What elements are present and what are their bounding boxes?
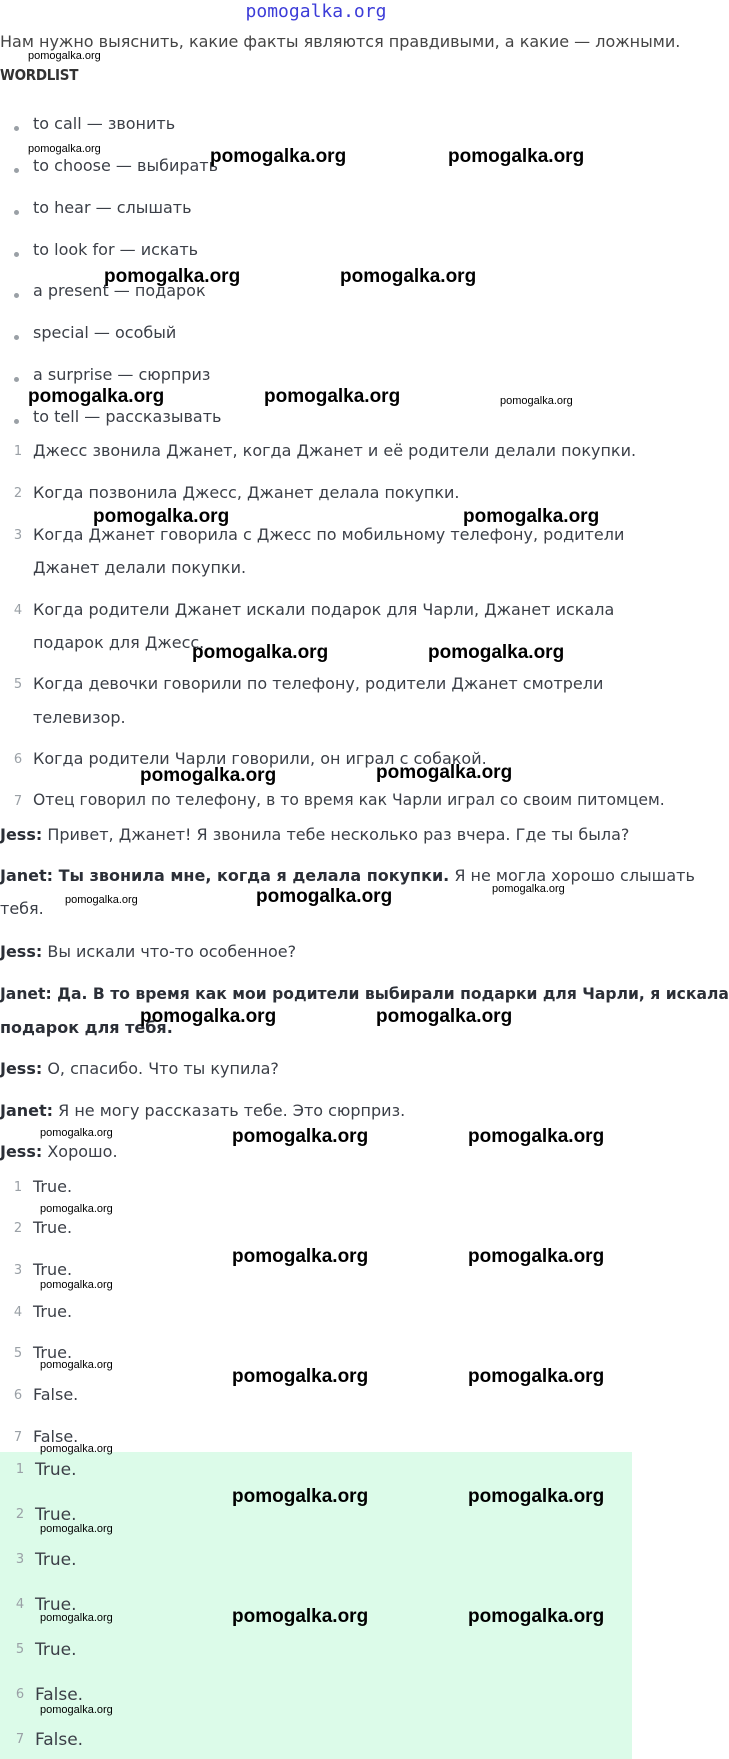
watermark: pomogalka.org	[192, 642, 329, 663]
watermark: pomogalka.org	[40, 1359, 113, 1371]
answer-number: 2	[13, 1221, 23, 1236]
wordlist-title: WORDLIST	[0, 66, 79, 84]
watermark: pomogalka.org	[264, 386, 401, 407]
dialogue-text: Я не могла хорошо слышать	[449, 866, 695, 885]
watermark: pomogalka.org	[232, 1486, 369, 1507]
answer-number: 1	[13, 1180, 23, 1195]
watermark: pomogalka.org	[28, 50, 101, 62]
answer-value: False.	[35, 1685, 84, 1705]
watermark: pomogalka.org	[232, 1126, 369, 1147]
answer-number: 6	[13, 1388, 23, 1403]
bullet-icon	[14, 126, 19, 131]
answer-number: 3	[15, 1552, 25, 1567]
answer-number: 3	[13, 1263, 23, 1278]
wordlist-item: to call — звонить	[33, 114, 176, 133]
watermark: pomogalka.org	[468, 1246, 605, 1267]
answer-value: True.	[35, 1460, 77, 1480]
watermark: pomogalka.org	[40, 1523, 113, 1535]
answer-number: 7	[13, 1430, 23, 1445]
answer-value: True.	[35, 1640, 77, 1660]
answer-value: True.	[35, 1505, 77, 1525]
dialogue-text: Хорошо.	[42, 1142, 118, 1161]
watermark: pomogalka.org	[428, 642, 565, 663]
bullet-icon	[14, 210, 19, 215]
statement-number: 5	[13, 677, 23, 692]
speaker-jess: Jess:	[0, 1059, 43, 1078]
answer-number: 4	[13, 1305, 23, 1320]
watermark: pomogalka.org	[463, 506, 600, 527]
watermark: pomogalka.org	[28, 143, 101, 155]
statement-number: 3	[13, 528, 23, 543]
statement-text: Отец говорил по телефону, в то время как Чарли играл со своим питомцем.	[33, 791, 665, 809]
dialogue-line-janet-bold: Janet: Да. В то время как мои родители выбирали подарки для Чарли, я искала	[0, 985, 729, 1003]
answer-number: 6	[15, 1687, 25, 1702]
watermark: pomogalka.org	[340, 266, 477, 287]
watermark: pomogalka.org	[40, 1203, 113, 1215]
dialogue-line-janet	[0, 1101, 405, 1120]
wordlist-item: special — особый	[33, 323, 177, 342]
watermark: pomogalka.org	[468, 1486, 605, 1507]
speaker-jess: Jess:	[0, 942, 43, 961]
site-header[interactable]: pomogalka.org	[245, 1, 387, 22]
speaker-jess: Jess:	[0, 825, 43, 844]
answer-value: True.	[33, 1218, 73, 1237]
wordlist-item: a surprise — сюрприз	[33, 365, 211, 384]
watermark: pomogalka.org	[376, 1006, 513, 1027]
wordlist-item: to tell — рассказывать	[33, 407, 222, 426]
dialogue-text: Я не могу рассказать тебе. Это сюрприз.	[53, 1101, 406, 1120]
answer-number: 5	[15, 1642, 25, 1657]
watermark: pomogalka.org	[40, 1704, 113, 1716]
watermark: pomogalka.org	[40, 1612, 113, 1624]
wordlist-item: to choose — выбирать	[33, 156, 219, 175]
answer-number: 7	[15, 1732, 25, 1747]
answer-value: False.	[33, 1385, 79, 1404]
answer-number: 2	[15, 1507, 25, 1522]
answer-value: False.	[35, 1730, 84, 1750]
wordlist-item: to hear — слышать	[33, 198, 192, 217]
wordlist-item: a present — подарок	[33, 281, 206, 300]
speaker-jess: Jess:	[0, 1142, 43, 1161]
bullet-icon	[14, 419, 19, 424]
watermark: pomogalka.org	[40, 1443, 113, 1455]
statement-text: Когда Джанет говорила с Джесс по мобильному телефону, родители	[33, 525, 625, 544]
wordlist-item: to look for — искать	[33, 240, 199, 259]
watermark: pomogalka.org	[93, 506, 230, 527]
bullet-icon	[14, 293, 19, 298]
watermark: pomogalka.org	[468, 1126, 605, 1147]
statement-text: Когда девочки говорили по телефону, родители Джанет смотрели	[33, 674, 604, 693]
watermark: pomogalka.org	[232, 1606, 369, 1627]
statement-text: подарок для Джесс.	[33, 633, 205, 652]
watermark: pomogalka.org	[468, 1366, 605, 1387]
watermark: pomogalka.org	[232, 1366, 369, 1387]
dialogue-line-jess	[0, 825, 629, 844]
dialogue-bold-text: Ты звонила мне, когда я делала покупки.	[53, 866, 450, 885]
dialogue-line-jess	[0, 1142, 118, 1161]
bullet-icon	[14, 377, 19, 382]
watermark: pomogalka.org	[40, 1279, 113, 1291]
dialogue-text: Вы искали что-то особенное?	[42, 942, 297, 961]
answer-number: 4	[15, 1597, 25, 1612]
watermark: pomogalka.org	[376, 762, 513, 783]
bullet-icon	[14, 335, 19, 340]
watermark: pomogalka.org	[256, 886, 393, 907]
statement-text: Когда позвонила Джесс, Джанет делала покупки.	[33, 483, 460, 502]
watermark: pomogalka.org	[448, 146, 585, 167]
statement-number: 4	[13, 603, 23, 618]
statement-text: телевизор.	[33, 708, 126, 727]
watermark: pomogalka.org	[500, 395, 573, 407]
watermark: pomogalka.org	[492, 883, 565, 895]
watermark: pomogalka.org	[104, 266, 241, 287]
answer-value: True.	[33, 1302, 73, 1321]
speaker-janet: Janet:	[0, 1101, 54, 1120]
watermark: pomogalka.org	[468, 1606, 605, 1627]
dialogue-text: Привет, Джанет! Я звонила тебе несколько раз вчера. Где ты была?	[42, 825, 630, 844]
statement-text: Джесс звонила Джанет, когда Джанет и её родители делали покупки.	[33, 441, 637, 460]
answer-value: True.	[33, 1343, 73, 1362]
statement-text: Когда родители Чарли говорили, он играл с собакой.	[33, 749, 487, 768]
dialogue-line-janet-bold: подарок для тебя.	[0, 1018, 173, 1037]
watermark: pomogalka.org	[40, 1127, 113, 1139]
statement-number: 2	[13, 486, 23, 501]
dialogue-text: тебя.	[0, 899, 44, 918]
answer-number: 5	[13, 1346, 23, 1361]
answer-value: True.	[33, 1260, 73, 1279]
dialogue-text: О, спасибо. Что ты купила?	[42, 1059, 279, 1078]
watermark: pomogalka.org	[65, 894, 138, 906]
bullet-icon	[14, 252, 19, 257]
watermark: pomogalka.org	[140, 1006, 277, 1027]
bullet-icon	[14, 168, 19, 173]
answer-number: 1	[15, 1462, 25, 1477]
statement-number: 1	[13, 444, 23, 459]
statement-number: 6	[13, 752, 23, 767]
answer-value: True.	[35, 1550, 77, 1570]
dialogue-line-jess	[0, 942, 296, 961]
speaker-janet: Janet:	[0, 866, 54, 885]
answer-value: False.	[33, 1427, 79, 1446]
watermark: pomogalka.org	[210, 146, 347, 167]
statement-text: Джанет делали покупки.	[33, 558, 247, 577]
answer-value: True.	[35, 1595, 77, 1615]
watermark: pomogalka.org	[140, 765, 277, 786]
watermark: pomogalka.org	[232, 1246, 369, 1267]
statement-text: Когда родители Джанет искали подарок для Чарли, Джанет искала	[33, 600, 615, 619]
statement-number: 7	[13, 794, 23, 809]
dialogue-line-jess	[0, 1059, 279, 1078]
intro-text: Нам нужно выяснить, какие факты являются правдивыми, а какие — ложными.	[0, 32, 681, 51]
dialogue-line-janet	[0, 866, 695, 885]
watermark: pomogalka.org	[28, 386, 165, 407]
answer-value: True.	[33, 1177, 73, 1196]
